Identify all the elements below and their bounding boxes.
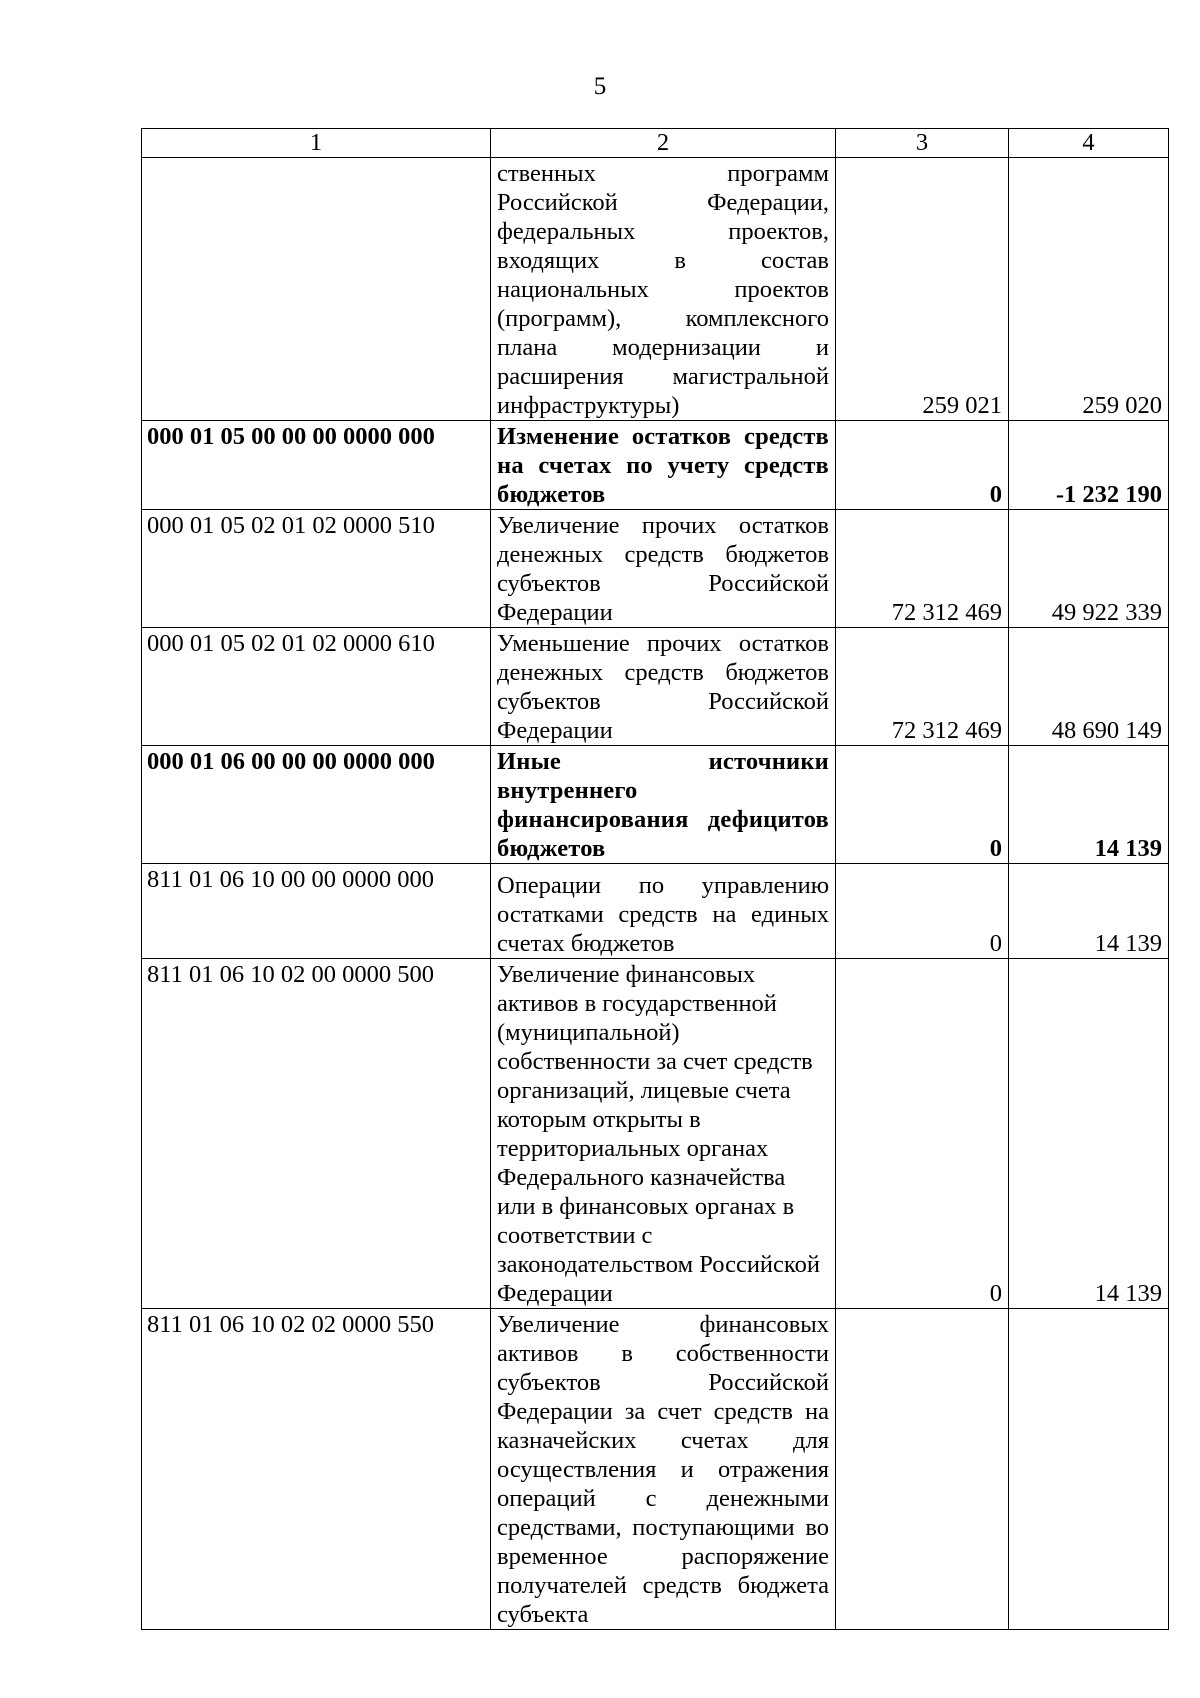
value-col4: [1009, 1309, 1169, 1630]
budget-code: [142, 158, 491, 421]
column-header-1: 1: [142, 129, 491, 158]
value-col3: 72 312 469: [836, 510, 1009, 628]
value-col3: 72 312 469: [836, 628, 1009, 746]
row-description: Иные источники внутреннего финансирования дефицитов бюджетов: [491, 746, 836, 864]
table-row: [142, 959, 1169, 1309]
budget-code: 811 01 06 10 02 02 0000 550: [142, 1309, 491, 1630]
value-col4: 14 139: [1009, 959, 1169, 1309]
table-row: [142, 421, 1169, 510]
value-col3: 0: [836, 864, 1009, 959]
value-col4: 49 922 339: [1009, 510, 1169, 628]
budget-code: 811 01 06 10 02 00 0000 500: [142, 959, 491, 1309]
value-col4: 14 139: [1009, 746, 1169, 864]
column-header-3: 3: [836, 129, 1009, 158]
column-header-4: 4: [1009, 129, 1169, 158]
value-col4: 48 690 149: [1009, 628, 1169, 746]
value-col3: 259 021: [836, 158, 1009, 421]
value-col3: 0: [836, 959, 1009, 1309]
budget-code: 000 01 05 00 00 00 0000 000: [142, 421, 491, 510]
table-row: [142, 158, 1169, 421]
budget-code: 811 01 06 10 00 00 0000 000: [142, 864, 491, 959]
value-col4: 259 020: [1009, 158, 1169, 421]
budget-code: 000 01 06 00 00 00 0000 000: [142, 746, 491, 864]
row-description: Увеличение прочих остатков денежных средств бюджетов субъектов Российской Федерации: [491, 510, 836, 628]
row-description: Уменьшение прочих остатков денежных средств бюджетов субъектов Российской Федерации: [491, 628, 836, 746]
row-description: Изменение остатков средств на счетах по учету средств бюджетов: [491, 421, 836, 510]
column-header-2: 2: [491, 129, 836, 158]
budget-sources-table: [141, 128, 1169, 1630]
row-description: Увеличение финансовых активов в государственной (муниципальной) собственности за счет средств организаций, лицевые счета которым открыты в территориальных органах Федерального казначейства или в финансовых органах в соответствии с законодательством Российской Федерации: [491, 959, 836, 1309]
page-number: 5: [593, 73, 607, 100]
table-row: [142, 510, 1169, 628]
row-description: Операции по управлению остатками средств на единых счетах бюджетов: [491, 864, 836, 959]
value-col3: 0: [836, 746, 1009, 864]
value-col4: -1 232 190: [1009, 421, 1169, 510]
table-row: [142, 628, 1169, 746]
row-description: ственных программ Российской Федерации, федеральных проектов, входящих в состав национальных проектов (программ), комплексного плана модернизации и расширения магистральной инфраструктуры): [491, 158, 836, 421]
table-row: [142, 1309, 1169, 1630]
value-col4: 14 139: [1009, 864, 1169, 959]
table-row: [142, 864, 1169, 959]
value-col3: 0: [836, 421, 1009, 510]
value-col3: [836, 1309, 1009, 1630]
budget-code: 000 01 05 02 01 02 0000 510: [142, 510, 491, 628]
table-row: [142, 746, 1169, 864]
budget-code: 000 01 05 02 01 02 0000 610: [142, 628, 491, 746]
table-header-row: [142, 129, 1169, 158]
row-description: Увеличение финансовых активов в собственности субъектов Российской Федерации за счет средств на казначейских счетах для осуществления и отражения операций с денежными средствами, поступающими во временное распоряжение получателей средств бюджета субъекта: [491, 1309, 836, 1630]
